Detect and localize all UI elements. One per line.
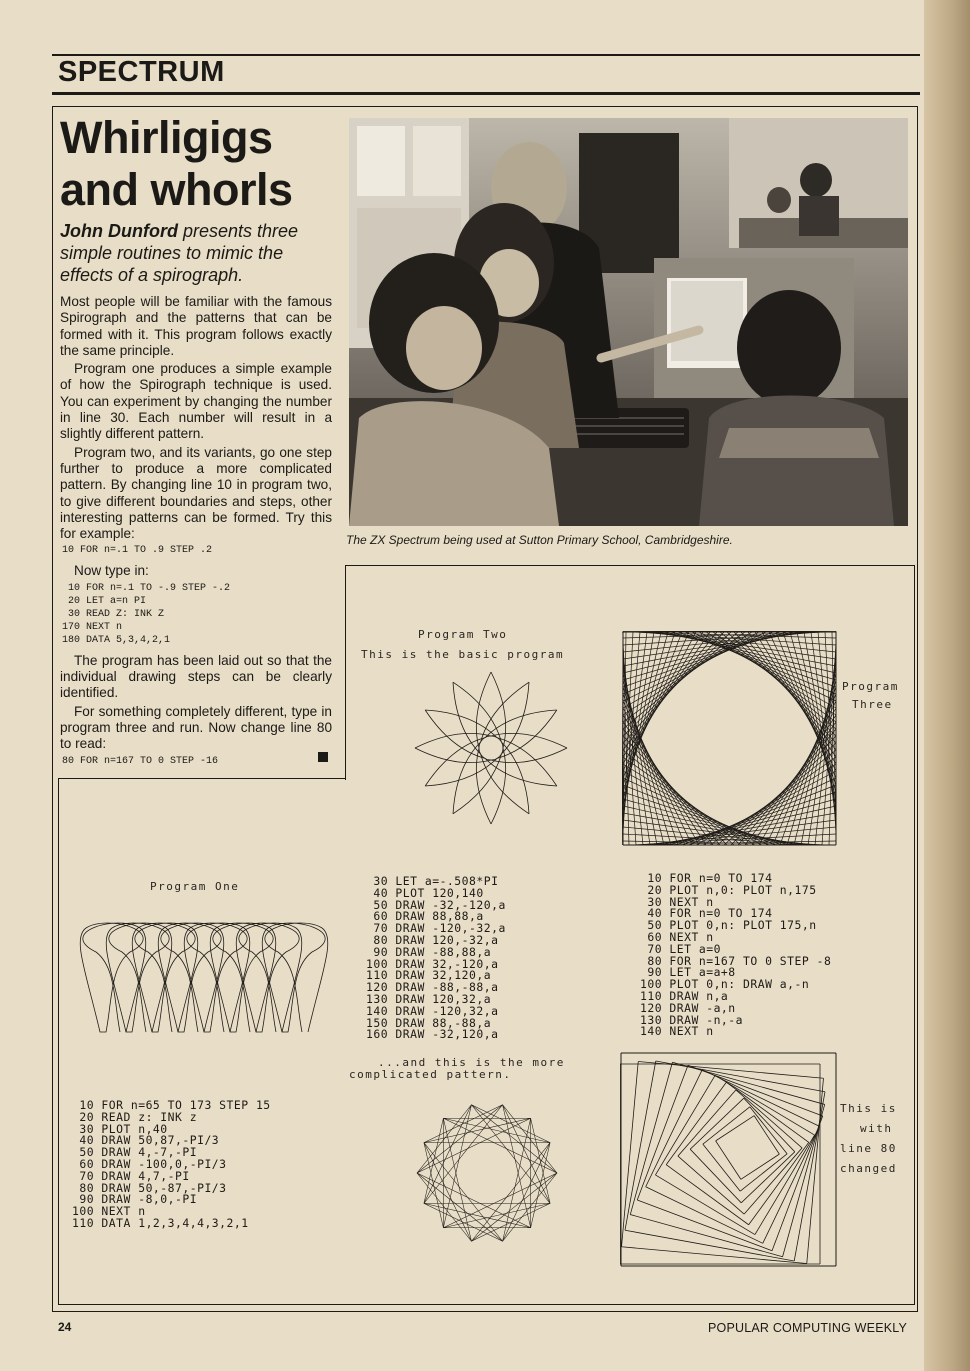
program-one-title: Program One — [150, 880, 240, 893]
line-80-changed-pattern — [620, 1052, 838, 1268]
complicated-caption: complicated pattern. — [349, 1068, 512, 1081]
body-paragraph: Now type in: — [74, 563, 149, 579]
end-of-article-mark — [318, 752, 328, 762]
program-three-label: Program — [842, 680, 899, 693]
program-two-subtitle: This is the basic program — [361, 648, 565, 661]
code-snippet: 80 FOR n=167 TO 0 STEP -16 — [62, 755, 219, 767]
article-title-line-1: Whirligigs — [60, 112, 273, 163]
complicated-pattern — [412, 1098, 562, 1248]
changed-label: line 80 — [840, 1142, 897, 1155]
program-one-loop-pattern — [76, 912, 336, 1038]
section-rule-bottom — [52, 92, 920, 95]
standfirst — [60, 220, 340, 286]
changed-label: This is — [840, 1102, 897, 1115]
article-title-line-2: and whorls — [60, 164, 293, 215]
body-paragraph: For something completely different, type in program three and run. Now change line 80 to read: — [60, 703, 332, 752]
author-name: John Dunford — [60, 221, 178, 241]
program-three-label: Three — [852, 698, 893, 711]
page-binding-edge — [924, 0, 970, 1371]
code-snippet: 10 FOR n=.1 TO -.9 STEP -.2 20 LET a=n PI 30 READ Z: INK Z 170 NEXT n 180 DATA 5,3,4,2,1 — [62, 582, 231, 646]
program-two-rose-pattern — [411, 668, 571, 828]
program-three-square-pattern — [622, 631, 838, 847]
article-body — [60, 294, 332, 774]
program-two-listing: 30 LET a=-.508*PI 40 PLOT 120,140 50 DRAW -32,-120,a 60 DRAW 88,88,a 70 DRAW -120,-32,a 80 DRAW 120,-32,a 90 DRAW -88,88,a 100 DRAW 32,-120,a 110 DRAW 32,120,a 120 DRAW -88,-88,a 130 DRAW 120,32,a 140 DRAW -120,32,a 150 DRAW 88,-88,a 160 DRAW -32,120,a — [366, 874, 506, 1042]
body-paragraph: The program has been laid out so that the individual drawing steps can be clearly identified. — [60, 652, 332, 701]
classroom-photo — [349, 118, 908, 526]
page-number: 24 — [58, 1320, 72, 1334]
body-paragraph: Program two, and its variants, go one step further to produce a more complicated pattern. By changing line 10 in program two, to give different boundaries and steps, other interesting patterns can be formed. Try this for example: — [60, 444, 332, 542]
program-two-title: Program Two — [418, 628, 508, 641]
program-three-listing: 10 FOR n=0 TO 174 20 PLOT n,0: PLOT n,175 30 NEXT n 40 FOR n=0 TO 174 50 PLOT 0,n: PLOT 175,n 60 NEXT n 70 LET a=0 80 FOR n=167 TO 0 STEP -8 90 LET a=a+8 100 PLOT 0,n: DRAW a,-n 110 DRAW n,a 120 DRAW -a,n 130 DRAW -n,-a 140 NEXT n — [640, 871, 832, 1039]
photo-caption: The ZX Spectrum being used at Sutton Primary School, Cambridgeshire. — [346, 533, 733, 547]
magazine-name: POPULAR COMPUTING WEEKLY — [708, 1321, 908, 1335]
body-paragraph: Most people will be familiar with the famous Spirograph and the patterns that can be formed with it. This program follows exactly the same principle. — [60, 294, 332, 358]
complicated-caption: ...and this is the more — [378, 1056, 565, 1069]
body-paragraph: Program one produces a simple example of how the Spirograph technique is used. You can experiment by changing the number in line 30. Each number will result in a slightly different pattern. — [60, 361, 332, 442]
standfirst-text: presents three simple routines to mimic the effects of a spirograph. — [60, 221, 299, 285]
changed-label: changed — [840, 1162, 897, 1175]
section-title: SPECTRUM — [58, 56, 225, 88]
code-snippet: 10 FOR n=.1 TO .9 STEP .2 — [62, 545, 213, 557]
figures-frame-notch — [58, 778, 346, 779]
article-title — [60, 112, 350, 216]
program-one-listing: 10 FOR n=65 TO 173 STEP 15 20 READ z: INK z 30 PLOT n,40 40 DRAW 50,87,-PI/3 50 DRAW 4,-7,-PI 60 DRAW -100,0,-PI/3 70 DRAW 4,7,-PI 80 DRAW 50,-87,-PI/3 90 DRAW -8,0,-PI 100 NEXT n 110 DATA 1,2,3,4,4,3,2,1 — [72, 1098, 271, 1230]
changed-label: with — [860, 1122, 893, 1135]
